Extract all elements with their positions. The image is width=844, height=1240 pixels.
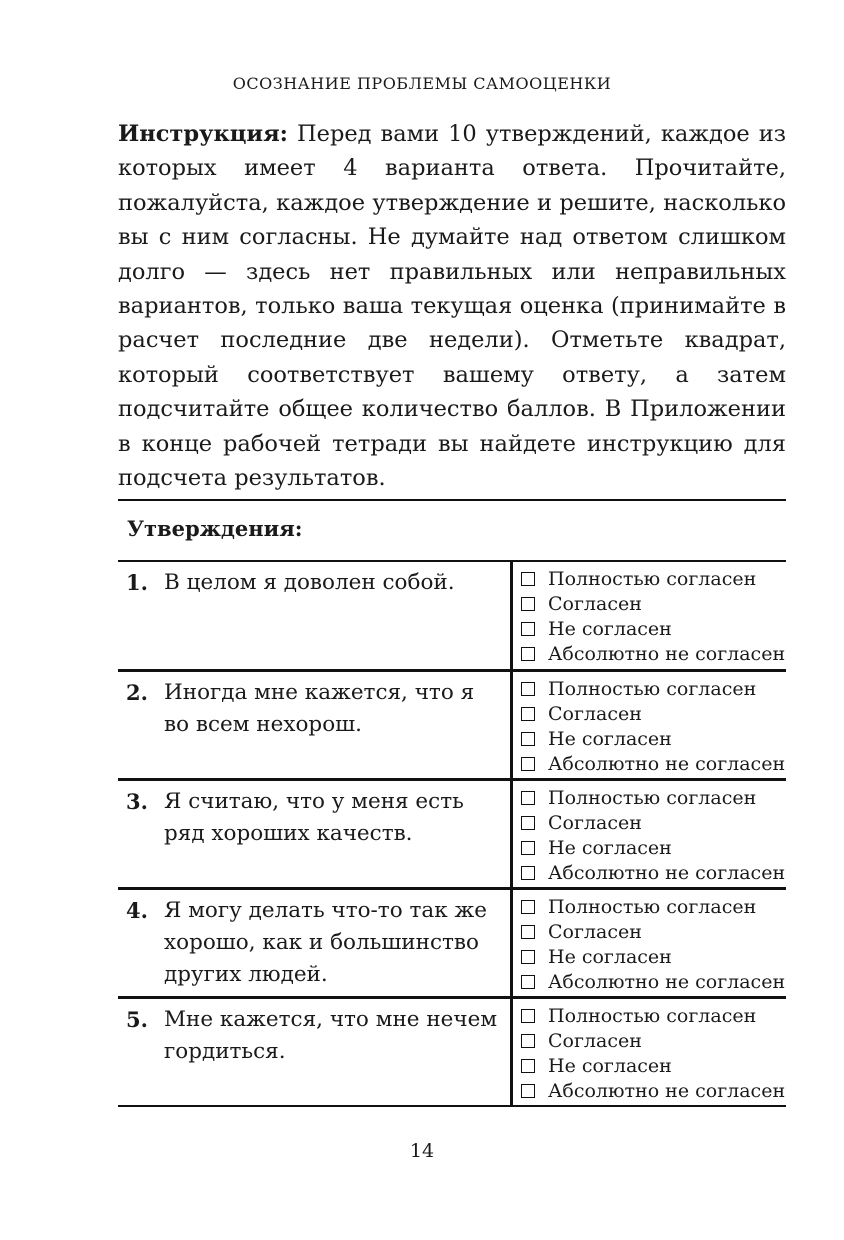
checkbox[interactable] bbox=[521, 1059, 535, 1073]
checkbox[interactable] bbox=[521, 572, 535, 586]
checkbox[interactable] bbox=[521, 757, 535, 771]
statement-row bbox=[118, 560, 786, 669]
option-label: Согласен bbox=[548, 812, 642, 835]
statement-row bbox=[118, 778, 786, 887]
checkbox[interactable] bbox=[521, 1009, 535, 1023]
column-divider bbox=[510, 999, 513, 1105]
statements-table bbox=[118, 560, 786, 1107]
column-divider bbox=[510, 890, 513, 996]
option-label: Не согласен bbox=[548, 945, 672, 968]
option-agree[interactable] bbox=[521, 592, 785, 617]
checkbox[interactable] bbox=[521, 707, 535, 721]
option-agree[interactable] bbox=[521, 920, 785, 945]
option-fully-agree[interactable] bbox=[521, 895, 785, 920]
option-label: Полностью согласен bbox=[548, 896, 757, 919]
option-label: Полностью согласен bbox=[548, 678, 757, 701]
option-disagree[interactable] bbox=[521, 617, 785, 642]
checkbox[interactable] bbox=[521, 900, 535, 914]
option-disagree[interactable] bbox=[521, 727, 785, 752]
option-agree[interactable] bbox=[521, 811, 785, 836]
column-divider bbox=[510, 672, 513, 778]
instruction-text: Перед вами 10 утверждений, каждое из которых имеет 4 варианта ответа. Прочитайте, пожалуйста, каждое утверждение и решите, насколько вы с ним согласны. Не думайте над ответом слишком долго — здесь нет правильных или неправильных вариантов, только ваша текущая оценка (принимайте в расчет последние две недели). Отметьте квадрат, который соответствует вашему ответу, а затем подсчитайте общее количество баллов. В Приложении в конце рабочей тетради вы найдете инструкцию для подсчета результатов. bbox=[118, 121, 786, 492]
statement-text: Мне кажется, что мне нечем гордиться. bbox=[164, 1007, 498, 1064]
option-label: Не согласен bbox=[548, 836, 672, 859]
column-divider bbox=[510, 781, 513, 887]
option-fully-agree[interactable] bbox=[521, 677, 785, 702]
option-label: Полностью согласен bbox=[548, 568, 757, 591]
checkbox[interactable] bbox=[521, 647, 535, 661]
option-label: Полностью согласен bbox=[548, 1005, 757, 1028]
instruction-label: Инструкция: bbox=[118, 121, 288, 147]
checkbox[interactable] bbox=[521, 791, 535, 805]
statement-row bbox=[118, 887, 786, 996]
option-agree[interactable] bbox=[521, 702, 785, 727]
option-label: Абсолютно не согласен bbox=[548, 970, 786, 993]
checkbox[interactable] bbox=[521, 597, 535, 611]
checkbox[interactable] bbox=[521, 622, 535, 636]
option-label: Не согласен bbox=[548, 727, 672, 750]
option-label: Абсолютно не согласен bbox=[548, 752, 786, 775]
option-label: Согласен bbox=[548, 593, 642, 616]
option-label: Полностью согласен bbox=[548, 787, 757, 810]
checkbox[interactable] bbox=[521, 841, 535, 855]
option-fully-agree[interactable] bbox=[521, 786, 785, 811]
option-label: Согласен bbox=[548, 703, 642, 726]
answer-options bbox=[521, 677, 785, 776]
statements-title: Утверждения: bbox=[127, 516, 303, 541]
checkbox[interactable] bbox=[521, 682, 535, 696]
statement-number: 4. bbox=[126, 898, 148, 923]
option-disagree[interactable] bbox=[521, 836, 785, 861]
answer-options bbox=[521, 786, 785, 885]
option-strongly-disagree[interactable] bbox=[521, 969, 785, 994]
answer-options bbox=[521, 567, 785, 666]
option-label: Абсолютно не согласен bbox=[548, 642, 786, 665]
option-strongly-disagree[interactable] bbox=[521, 860, 785, 885]
page-number: 14 bbox=[409, 1140, 435, 1162]
table-bottom-rule bbox=[118, 1105, 786, 1107]
checkbox[interactable] bbox=[521, 866, 535, 880]
statement-number: 2. bbox=[126, 680, 148, 705]
column-divider bbox=[510, 562, 513, 669]
answer-options bbox=[521, 895, 785, 994]
statement-row bbox=[118, 669, 786, 778]
running-head: ОСОЗНАНИЕ ПРОБЛЕМЫ САМООЦЕНКИ bbox=[232, 74, 612, 93]
option-strongly-disagree[interactable] bbox=[521, 641, 785, 666]
statement-number: 1. bbox=[126, 570, 148, 595]
option-fully-agree[interactable] bbox=[521, 1004, 785, 1029]
checkbox[interactable] bbox=[521, 975, 535, 989]
option-label: Абсолютно не согласен bbox=[548, 861, 786, 884]
option-label: Согласен bbox=[548, 1030, 642, 1053]
checkbox[interactable] bbox=[521, 816, 535, 830]
answer-options bbox=[521, 1004, 785, 1103]
option-label: Не согласен bbox=[548, 1054, 672, 1077]
checkbox[interactable] bbox=[521, 950, 535, 964]
checkbox[interactable] bbox=[521, 1084, 535, 1098]
statement-text: Иногда мне кажется, что я во всем нехорош. bbox=[164, 680, 475, 737]
option-label: Абсолютно не согласен bbox=[548, 1079, 786, 1102]
option-strongly-disagree[interactable] bbox=[521, 1078, 785, 1103]
option-label: Не согласен bbox=[548, 617, 672, 640]
checkbox[interactable] bbox=[521, 732, 535, 746]
statement-number: 5. bbox=[126, 1007, 148, 1032]
statement-number: 3. bbox=[126, 789, 148, 814]
option-disagree[interactable] bbox=[521, 1054, 785, 1079]
statement-row bbox=[118, 996, 786, 1105]
statement-text: Я могу делать что-то так же хорошо, как и большинство других людей. bbox=[164, 898, 487, 987]
statement-text: Я считаю, что у меня есть ряд хороших качеств. bbox=[164, 789, 464, 846]
option-label: Согласен bbox=[548, 921, 642, 944]
option-agree[interactable] bbox=[521, 1029, 785, 1054]
instruction-paragraph bbox=[118, 117, 786, 495]
option-strongly-disagree[interactable] bbox=[521, 751, 785, 776]
checkbox[interactable] bbox=[521, 925, 535, 939]
section-rule bbox=[118, 499, 786, 501]
option-fully-agree[interactable] bbox=[521, 567, 785, 592]
option-disagree[interactable] bbox=[521, 945, 785, 970]
checkbox[interactable] bbox=[521, 1034, 535, 1048]
statement-text: В целом я доволен собой. bbox=[164, 570, 455, 595]
